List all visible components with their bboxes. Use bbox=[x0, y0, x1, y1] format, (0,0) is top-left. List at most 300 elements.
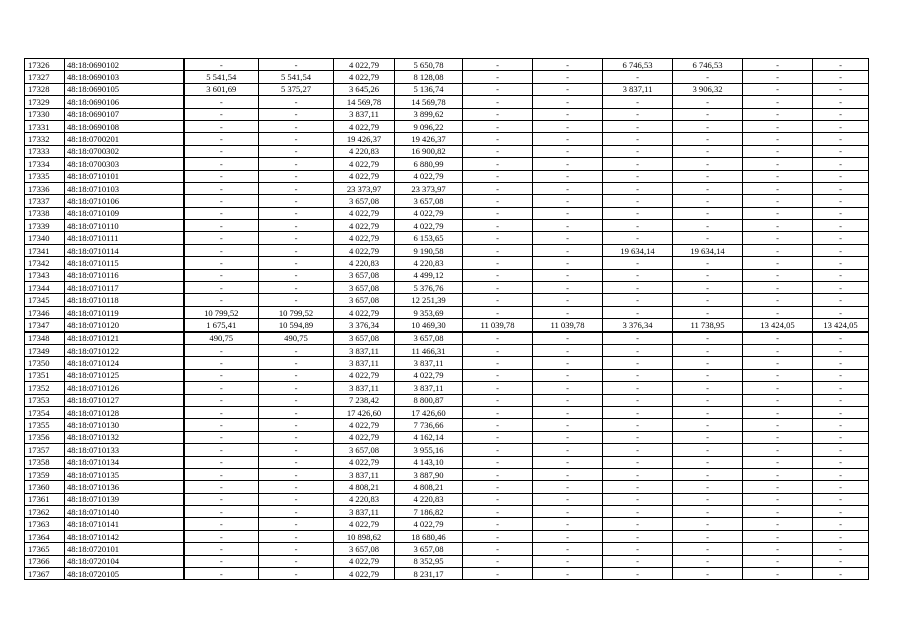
value-col-7: - bbox=[463, 282, 533, 294]
value-col-10: - bbox=[673, 506, 743, 518]
value-col-9: - bbox=[603, 120, 673, 132]
value-col-12: - bbox=[813, 195, 869, 207]
value-col-7: - bbox=[463, 120, 533, 132]
cadastral-number: 48:18:0710136 bbox=[65, 481, 184, 493]
value-col-3: - bbox=[184, 282, 259, 294]
value-col-10: 3 906,32 bbox=[673, 83, 743, 95]
value-col-9: - bbox=[603, 493, 673, 505]
value-col-12: - bbox=[813, 71, 869, 83]
value-col-10: - bbox=[673, 257, 743, 269]
value-col-6: 7 736,66 bbox=[395, 419, 463, 431]
value-col-5: 4 808,21 bbox=[334, 481, 395, 493]
value-col-5: 4 022,79 bbox=[334, 306, 395, 318]
value-col-8: - bbox=[533, 543, 603, 555]
cadastral-number: 48:18:0710140 bbox=[65, 506, 184, 518]
cadastral-number: 48:18:0710128 bbox=[65, 406, 184, 418]
value-col-6: 16 900,82 bbox=[395, 145, 463, 157]
value-col-9: - bbox=[603, 357, 673, 369]
value-col-5: 3 837,11 bbox=[334, 506, 395, 518]
value-col-4: - bbox=[259, 182, 334, 194]
value-col-11: - bbox=[743, 444, 813, 456]
value-col-10: - bbox=[673, 133, 743, 145]
value-col-5: 4 022,79 bbox=[334, 207, 395, 219]
table-row bbox=[25, 369, 869, 381]
cadastral-number: 48:18:0720104 bbox=[65, 555, 184, 567]
value-col-12: - bbox=[813, 493, 869, 505]
row-number: 17347 bbox=[25, 319, 65, 332]
value-col-7: - bbox=[463, 257, 533, 269]
value-col-3: - bbox=[184, 530, 259, 542]
value-col-12: - bbox=[813, 294, 869, 306]
row-number: 17350 bbox=[25, 357, 65, 369]
value-col-8: - bbox=[533, 369, 603, 381]
value-col-9: - bbox=[603, 543, 673, 555]
value-col-11: - bbox=[743, 170, 813, 182]
value-col-9: - bbox=[603, 431, 673, 443]
value-col-9: 19 634,14 bbox=[603, 244, 673, 256]
value-col-8: - bbox=[533, 220, 603, 232]
value-col-6: 7 186,82 bbox=[395, 506, 463, 518]
value-col-11: - bbox=[743, 468, 813, 480]
value-col-12: - bbox=[813, 431, 869, 443]
value-col-8: - bbox=[533, 195, 603, 207]
value-col-7: - bbox=[463, 96, 533, 108]
value-col-11: - bbox=[743, 207, 813, 219]
cadastral-number: 48:18:0690107 bbox=[65, 108, 184, 120]
value-col-6: 8 800,87 bbox=[395, 394, 463, 406]
value-col-4: - bbox=[259, 145, 334, 157]
value-col-9: - bbox=[603, 294, 673, 306]
value-col-12: - bbox=[813, 518, 869, 530]
value-col-9: - bbox=[603, 269, 673, 281]
table-row bbox=[25, 220, 869, 232]
table-row bbox=[25, 195, 869, 207]
value-col-9: - bbox=[603, 444, 673, 456]
table-row bbox=[25, 493, 869, 505]
value-col-9: - bbox=[603, 468, 673, 480]
row-number: 17345 bbox=[25, 294, 65, 306]
value-col-3: - bbox=[184, 244, 259, 256]
value-col-9: - bbox=[603, 195, 673, 207]
value-col-8: - bbox=[533, 83, 603, 95]
value-col-12: - bbox=[813, 344, 869, 356]
value-col-12: - bbox=[813, 282, 869, 294]
row-number: 17342 bbox=[25, 257, 65, 269]
value-col-11: - bbox=[743, 257, 813, 269]
value-col-4: - bbox=[259, 158, 334, 170]
value-col-9: - bbox=[603, 282, 673, 294]
row-number: 17359 bbox=[25, 468, 65, 480]
row-number: 17336 bbox=[25, 182, 65, 194]
value-col-10: - bbox=[673, 555, 743, 567]
value-col-10: - bbox=[673, 394, 743, 406]
value-col-6: 23 373,97 bbox=[395, 182, 463, 194]
value-col-12: - bbox=[813, 145, 869, 157]
value-col-6: 12 251,39 bbox=[395, 294, 463, 306]
value-col-5: 23 373,97 bbox=[334, 182, 395, 194]
value-col-7: - bbox=[463, 59, 533, 71]
value-col-5: 10 898,62 bbox=[334, 530, 395, 542]
row-number: 17360 bbox=[25, 481, 65, 493]
value-col-4: - bbox=[259, 195, 334, 207]
cadastral-number: 48:18:0710125 bbox=[65, 369, 184, 381]
value-col-7: - bbox=[463, 382, 533, 394]
value-col-7: - bbox=[463, 481, 533, 493]
value-col-10: - bbox=[673, 493, 743, 505]
value-col-6: 5 376,76 bbox=[395, 282, 463, 294]
row-number: 17329 bbox=[25, 96, 65, 108]
value-col-7: - bbox=[463, 518, 533, 530]
value-col-3: - bbox=[184, 518, 259, 530]
value-col-4: - bbox=[259, 530, 334, 542]
value-col-3: - bbox=[184, 382, 259, 394]
value-col-12: - bbox=[813, 456, 869, 468]
value-col-11: - bbox=[743, 406, 813, 418]
value-col-6: 8 128,08 bbox=[395, 71, 463, 83]
value-col-3: - bbox=[184, 444, 259, 456]
value-col-12: - bbox=[813, 207, 869, 219]
value-col-11: - bbox=[743, 344, 813, 356]
cadastral-number: 48:18:0710101 bbox=[65, 170, 184, 182]
cadastral-number: 48:18:0710139 bbox=[65, 493, 184, 505]
value-col-8: 11 039,78 bbox=[533, 319, 603, 332]
value-col-10: - bbox=[673, 220, 743, 232]
table-row bbox=[25, 108, 869, 120]
cadastral-number: 48:18:0720105 bbox=[65, 568, 184, 580]
table-row bbox=[25, 419, 869, 431]
value-col-8: - bbox=[533, 493, 603, 505]
value-col-9: - bbox=[603, 96, 673, 108]
cadastral-number: 48:18:0710111 bbox=[65, 232, 184, 244]
value-col-5: 3 657,08 bbox=[334, 332, 395, 345]
value-col-8: - bbox=[533, 506, 603, 518]
table-row bbox=[25, 468, 869, 480]
value-col-11: - bbox=[743, 120, 813, 132]
value-col-6: 3 657,08 bbox=[395, 332, 463, 345]
value-col-8: - bbox=[533, 332, 603, 345]
value-col-11: - bbox=[743, 220, 813, 232]
value-col-11: - bbox=[743, 456, 813, 468]
value-col-12: - bbox=[813, 220, 869, 232]
value-col-5: 3 837,11 bbox=[334, 344, 395, 356]
value-col-10: - bbox=[673, 332, 743, 345]
value-col-11: - bbox=[743, 369, 813, 381]
value-col-6: 4 220,83 bbox=[395, 257, 463, 269]
value-col-6: 6 880,99 bbox=[395, 158, 463, 170]
cadastral-number: 48:18:0690108 bbox=[65, 120, 184, 132]
value-col-11: - bbox=[743, 530, 813, 542]
value-col-7: - bbox=[463, 332, 533, 345]
value-col-7: - bbox=[463, 71, 533, 83]
row-number: 17361 bbox=[25, 493, 65, 505]
value-col-7: - bbox=[463, 145, 533, 157]
table-row bbox=[25, 244, 869, 256]
value-col-3: - bbox=[184, 232, 259, 244]
value-col-5: 4 022,79 bbox=[334, 419, 395, 431]
value-col-5: 3 657,08 bbox=[334, 444, 395, 456]
value-col-4: - bbox=[259, 394, 334, 406]
value-col-6: 5 650,78 bbox=[395, 59, 463, 71]
cadastral-number: 48:18:0710114 bbox=[65, 244, 184, 256]
table-row bbox=[25, 431, 869, 443]
value-col-6: 4 220,83 bbox=[395, 493, 463, 505]
cadastral-number: 48:18:0690105 bbox=[65, 83, 184, 95]
value-col-11: - bbox=[743, 195, 813, 207]
value-col-6: 4 162,14 bbox=[395, 431, 463, 443]
table-row bbox=[25, 306, 869, 318]
value-col-7: - bbox=[463, 182, 533, 194]
value-col-4: - bbox=[259, 170, 334, 182]
table-row bbox=[25, 555, 869, 567]
value-col-11: - bbox=[743, 493, 813, 505]
table-row bbox=[25, 133, 869, 145]
value-col-9: - bbox=[603, 133, 673, 145]
value-col-8: - bbox=[533, 431, 603, 443]
row-number: 17335 bbox=[25, 170, 65, 182]
cadastral-number: 48:18:0700303 bbox=[65, 158, 184, 170]
value-col-10: - bbox=[673, 195, 743, 207]
value-col-4: - bbox=[259, 406, 334, 418]
value-col-6: 3 657,08 bbox=[395, 195, 463, 207]
table-row bbox=[25, 530, 869, 542]
value-col-8: - bbox=[533, 158, 603, 170]
value-col-10: - bbox=[673, 357, 743, 369]
row-number: 17339 bbox=[25, 220, 65, 232]
cadastral-number: 48:18:0710110 bbox=[65, 220, 184, 232]
row-number: 17328 bbox=[25, 83, 65, 95]
row-number: 17346 bbox=[25, 306, 65, 318]
value-col-6: 3 899,62 bbox=[395, 108, 463, 120]
value-col-10: - bbox=[673, 456, 743, 468]
value-col-5: 3 837,11 bbox=[334, 382, 395, 394]
value-col-11: - bbox=[743, 518, 813, 530]
value-col-10: - bbox=[673, 518, 743, 530]
value-col-11: - bbox=[743, 306, 813, 318]
value-col-4: - bbox=[259, 357, 334, 369]
value-col-8: - bbox=[533, 269, 603, 281]
value-col-9: - bbox=[603, 220, 673, 232]
value-col-10: - bbox=[673, 145, 743, 157]
value-col-9: - bbox=[603, 170, 673, 182]
cadastral-number: 48:18:0710127 bbox=[65, 394, 184, 406]
cadastral-number: 48:18:0710106 bbox=[65, 195, 184, 207]
value-col-12: - bbox=[813, 108, 869, 120]
value-col-8: - bbox=[533, 382, 603, 394]
value-col-5: 3 837,11 bbox=[334, 108, 395, 120]
value-col-9: - bbox=[603, 382, 673, 394]
value-col-8: - bbox=[533, 145, 603, 157]
value-col-11: - bbox=[743, 568, 813, 580]
value-col-3: 490,75 bbox=[184, 332, 259, 345]
value-col-5: 4 220,83 bbox=[334, 493, 395, 505]
cadastral-number: 48:18:0710126 bbox=[65, 382, 184, 394]
table-row bbox=[25, 257, 869, 269]
value-col-10: - bbox=[673, 182, 743, 194]
value-col-4: - bbox=[259, 133, 334, 145]
value-col-9: - bbox=[603, 419, 673, 431]
cadastral-number: 48:18:0710115 bbox=[65, 257, 184, 269]
value-col-5: 4 022,79 bbox=[334, 59, 395, 71]
row-number: 17364 bbox=[25, 530, 65, 542]
value-col-10: - bbox=[673, 282, 743, 294]
value-col-5: 4 220,83 bbox=[334, 257, 395, 269]
value-col-8: - bbox=[533, 96, 603, 108]
value-col-7: - bbox=[463, 83, 533, 95]
value-col-12: - bbox=[813, 170, 869, 182]
value-col-3: - bbox=[184, 481, 259, 493]
value-col-10: - bbox=[673, 207, 743, 219]
row-number: 17331 bbox=[25, 120, 65, 132]
cadastral-number: 48:18:0710118 bbox=[65, 294, 184, 306]
value-col-11: - bbox=[743, 431, 813, 443]
row-number: 17356 bbox=[25, 431, 65, 443]
value-col-7: - bbox=[463, 431, 533, 443]
value-col-6: 4 022,79 bbox=[395, 170, 463, 182]
value-col-8: - bbox=[533, 481, 603, 493]
cadastral-number: 48:18:0690103 bbox=[65, 71, 184, 83]
value-col-9: - bbox=[603, 394, 673, 406]
value-col-4: - bbox=[259, 244, 334, 256]
value-col-12: - bbox=[813, 406, 869, 418]
value-col-12: - bbox=[813, 232, 869, 244]
value-col-6: 4 499,12 bbox=[395, 269, 463, 281]
value-col-8: - bbox=[533, 59, 603, 71]
value-col-3: - bbox=[184, 555, 259, 567]
table-row bbox=[25, 59, 869, 71]
cadastral-number: 48:18:0710133 bbox=[65, 444, 184, 456]
row-number: 17351 bbox=[25, 369, 65, 381]
value-col-11: - bbox=[743, 419, 813, 431]
value-col-4: - bbox=[259, 96, 334, 108]
table-row bbox=[25, 120, 869, 132]
value-col-7: - bbox=[463, 133, 533, 145]
table-row bbox=[25, 83, 869, 95]
value-col-3: - bbox=[184, 419, 259, 431]
value-col-12: - bbox=[813, 357, 869, 369]
value-col-3: - bbox=[184, 344, 259, 356]
value-col-9: - bbox=[603, 232, 673, 244]
value-col-11: - bbox=[743, 71, 813, 83]
table-row bbox=[25, 170, 869, 182]
value-col-10: - bbox=[673, 108, 743, 120]
row-number: 17367 bbox=[25, 568, 65, 580]
value-col-3: - bbox=[184, 431, 259, 443]
value-col-8: - bbox=[533, 182, 603, 194]
value-col-5: 3 657,08 bbox=[334, 269, 395, 281]
value-col-10: 11 738,95 bbox=[673, 319, 743, 332]
value-col-12: - bbox=[813, 468, 869, 480]
value-col-6: 3 657,08 bbox=[395, 543, 463, 555]
value-col-5: 3 645,26 bbox=[334, 83, 395, 95]
value-col-3: - bbox=[184, 269, 259, 281]
value-col-12: - bbox=[813, 269, 869, 281]
value-col-6: 9 096,22 bbox=[395, 120, 463, 132]
value-col-7: - bbox=[463, 493, 533, 505]
document-page bbox=[24, 58, 869, 580]
table-row bbox=[25, 481, 869, 493]
value-col-3: - bbox=[184, 170, 259, 182]
value-col-10: - bbox=[673, 468, 743, 480]
value-col-3: 10 799,52 bbox=[184, 306, 259, 318]
value-col-11: - bbox=[743, 394, 813, 406]
value-col-9: 3 376,34 bbox=[603, 319, 673, 332]
value-col-7: - bbox=[463, 294, 533, 306]
value-col-3: - bbox=[184, 195, 259, 207]
table-row bbox=[25, 332, 869, 345]
table-row bbox=[25, 357, 869, 369]
value-col-5: 3 837,11 bbox=[334, 468, 395, 480]
value-col-8: - bbox=[533, 170, 603, 182]
value-col-7: - bbox=[463, 195, 533, 207]
value-col-6: 11 466,31 bbox=[395, 344, 463, 356]
row-number: 17348 bbox=[25, 332, 65, 345]
table-row bbox=[25, 382, 869, 394]
row-number: 17358 bbox=[25, 456, 65, 468]
table-row bbox=[25, 568, 869, 580]
value-col-4: - bbox=[259, 555, 334, 567]
value-col-3: - bbox=[184, 468, 259, 480]
cadastral-number: 48:18:0690106 bbox=[65, 96, 184, 108]
value-col-7: - bbox=[463, 207, 533, 219]
value-col-3: - bbox=[184, 120, 259, 132]
value-col-8: - bbox=[533, 133, 603, 145]
value-col-8: - bbox=[533, 108, 603, 120]
row-number: 17334 bbox=[25, 158, 65, 170]
value-col-7: - bbox=[463, 394, 533, 406]
value-col-9: - bbox=[603, 71, 673, 83]
value-col-4: - bbox=[259, 207, 334, 219]
value-col-5: 7 238,42 bbox=[334, 394, 395, 406]
value-col-6: 4 143,10 bbox=[395, 456, 463, 468]
table-row bbox=[25, 96, 869, 108]
value-col-12: - bbox=[813, 332, 869, 345]
value-col-8: - bbox=[533, 306, 603, 318]
table-row bbox=[25, 207, 869, 219]
value-col-3: - bbox=[184, 220, 259, 232]
value-col-10: - bbox=[673, 120, 743, 132]
value-col-3: - bbox=[184, 506, 259, 518]
value-col-7: - bbox=[463, 444, 533, 456]
value-col-7: - bbox=[463, 158, 533, 170]
value-col-11: - bbox=[743, 357, 813, 369]
value-col-5: 4 220,83 bbox=[334, 145, 395, 157]
value-col-3: - bbox=[184, 207, 259, 219]
value-col-5: 4 022,79 bbox=[334, 568, 395, 580]
value-col-8: - bbox=[533, 294, 603, 306]
value-col-4: 10 799,52 bbox=[259, 306, 334, 318]
value-col-4: - bbox=[259, 108, 334, 120]
value-col-7: - bbox=[463, 568, 533, 580]
value-col-7: - bbox=[463, 406, 533, 418]
value-col-8: - bbox=[533, 394, 603, 406]
value-col-11: - bbox=[743, 543, 813, 555]
table-row bbox=[25, 71, 869, 83]
value-col-5: 4 022,79 bbox=[334, 555, 395, 567]
value-col-8: - bbox=[533, 120, 603, 132]
value-col-6: 4 808,21 bbox=[395, 481, 463, 493]
cadastral-number: 48:18:0710121 bbox=[65, 332, 184, 345]
value-col-12: - bbox=[813, 244, 869, 256]
value-col-8: - bbox=[533, 344, 603, 356]
value-col-10: - bbox=[673, 344, 743, 356]
row-number: 17357 bbox=[25, 444, 65, 456]
value-col-12: - bbox=[813, 444, 869, 456]
value-col-8: - bbox=[533, 71, 603, 83]
value-col-12: 13 424,05 bbox=[813, 319, 869, 332]
value-col-7: - bbox=[463, 220, 533, 232]
value-col-9: - bbox=[603, 369, 673, 381]
value-col-4: - bbox=[259, 468, 334, 480]
